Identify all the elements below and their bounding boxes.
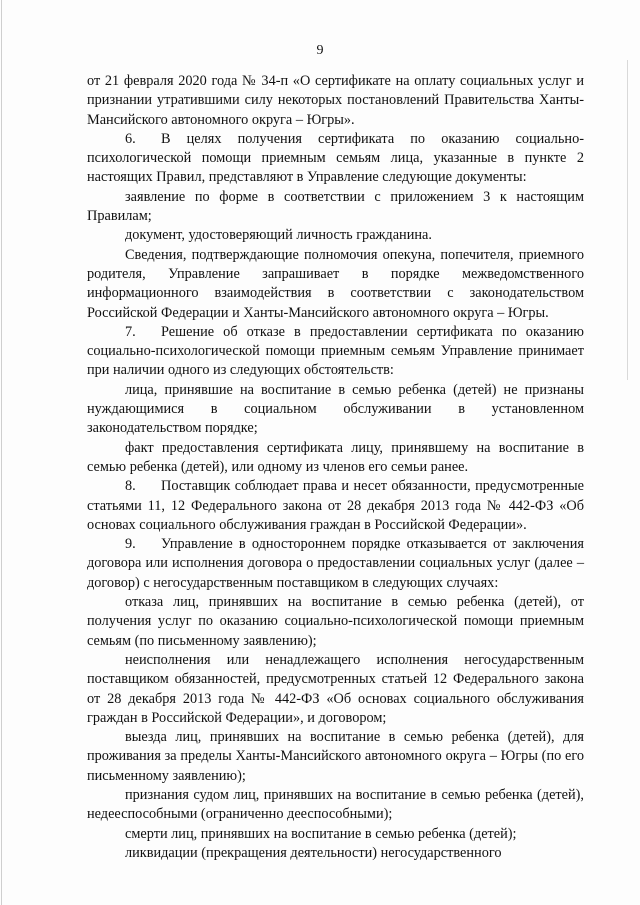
paragraph: неисполнения или ненадлежащего исполнения негосударственным поставщиком обязанностей, предусмотренных статьей 12 Федерального закона от 28 декабря 2013 года № 442-ФЗ «Об основах социального обслуживания граждан в Российской Федерации», и договором; — [87, 651, 584, 726]
paragraph: документ, удостоверяющий личность гражданина. — [125, 227, 432, 244]
item-text: В целях получения сертификата по оказанию социально-психологической помощи приемным семьям лица, указанные в пункте 2 настоящих Правил, представляют в Управление следующие документы: — [87, 130, 584, 186]
paragraph: ликвидации (прекращения деятельности) негосударственного — [125, 844, 502, 861]
item-text: Решение об отказе в предоставлении сертификата по оказанию социально-психологической помощи приемным семьям Управление принимает при наличии одного из следующих обстоятельств: — [87, 323, 584, 379]
item-number: 7. — [125, 323, 136, 340]
paragraph: лица, принявшие на воспитание в семью ребенка (детей) не признаны нуждающимися в социальном обслуживании в установленном законодательством порядке; — [87, 381, 584, 437]
paragraph-continuation: от 21 февраля 2020 года № 34-п «О сертификате на оплату социальных услуг и признании утратившими силу некоторых постановлений Правительства Ханты-Мансийского автономного округа – Югры». — [87, 73, 584, 128]
item-text: Поставщик соблюдает права и несет обязанности, предусмотренные статьями 11, 12 Федерального закона от 28 декабря 2013 года № 442-ФЗ «Об основах социального обслуживания граждан в Российской Федерации». — [87, 478, 584, 533]
scan-edge-left — [1, 0, 2, 905]
paragraph: факт предоставления сертификата лицу, принявшему на воспитание в семью ребенка (детей), или одному из членов его семьи ранее. — [87, 439, 584, 475]
paragraph: смерти лиц, принявших на воспитание в семью ребенка (детей); — [125, 825, 517, 842]
paragraph: выезда лиц, принявших на воспитание в семью ребенка (детей), для проживания за пределы Ханты-Мансийского автономного округа – Югры (по его письменному заявлению); — [87, 729, 584, 784]
page-number: 9 — [316, 43, 324, 58]
paragraph: признания судом лиц, принявших на воспитание в семью ребенка (детей), недееспособными (ограниченно дееспособными); — [87, 786, 584, 823]
paragraph-item-6 — [87, 130, 584, 188]
paragraph-item-7 — [87, 323, 584, 381]
document-body — [87, 72, 584, 863]
item-number: 8. — [125, 478, 136, 495]
paragraph-item-9 — [87, 535, 584, 593]
scan-edge-right — [627, 60, 628, 380]
paragraph-item-8 — [87, 477, 584, 535]
item-text: Управление в одностороннем порядке отказывается от заключения договора или исполнения договора о предоставлении социальных услуг (далее – договор) с негосударственным поставщиком в следующих случаях: — [87, 536, 584, 591]
paragraph: Сведения, подтверждающие полномочия опекуна, попечителя, приемного родителя, Управление запрашивает в порядке межведомственного информационного взаимодействия в соответствии с законодательством Российской Федерации и Ханты-Мансийского автономного округа – Югры. — [87, 246, 584, 321]
paragraph: отказа лиц, принявших на воспитание в семью ребенка (детей), от получения услуг по оказанию социально-психологической помощи приемным семьям (по письменному заявлению); — [87, 594, 584, 649]
paragraph: заявление по форме в соответствии с приложением 3 к настоящим Правилам; — [87, 188, 584, 225]
item-number: 6. — [125, 130, 136, 147]
item-number: 9. — [125, 536, 136, 553]
